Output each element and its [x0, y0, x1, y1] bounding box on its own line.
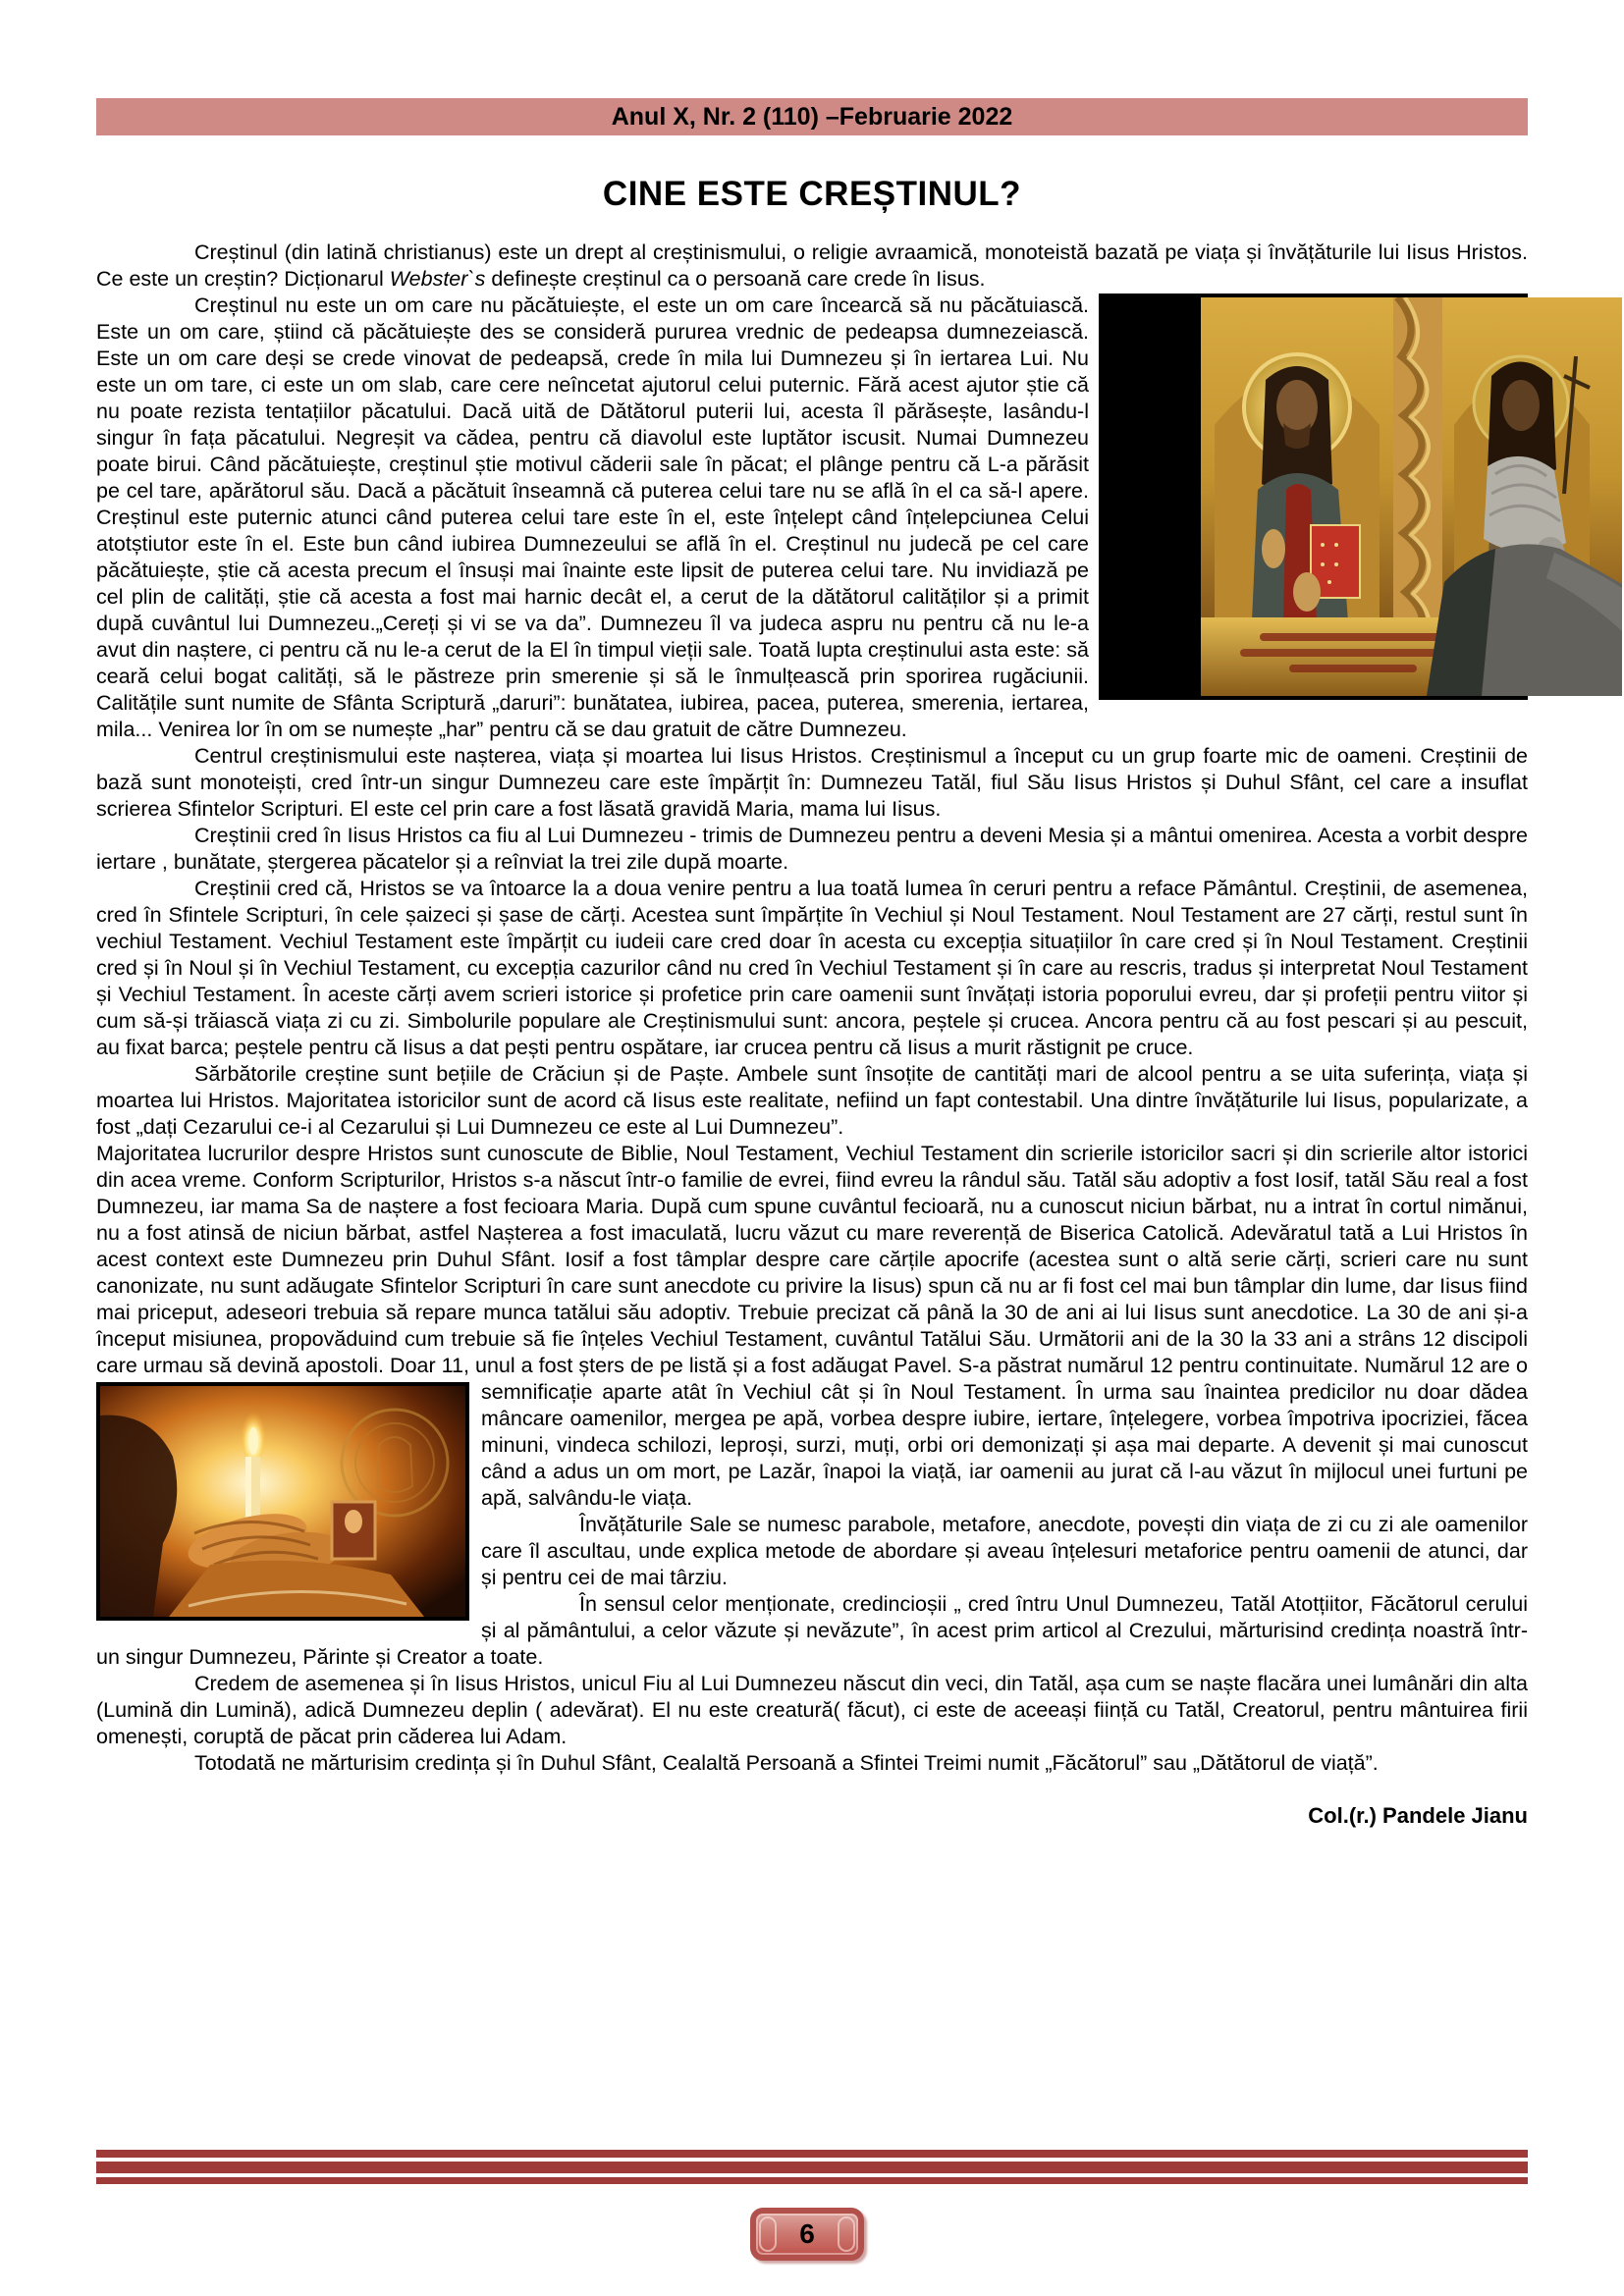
page-content: [96, 0, 1528, 1829]
paragraph-light-from-light-text: Credem de asemenea și în Iisus Hristos, unicul Fiu al Lui Dumnezeu născut din veci, din Tatăl, așa cum se naște flacăra unei lumânări din alta (Lumină din Lumină), adică Dumnezeu deplin ( adevărat). El nu este creatură( făcut), ci este de aceeași ființă cu Tatăl, Creatorul, pentru mântuirea firii omenești, coruptă de păcat prin căderea lui Adam.: [96, 1672, 1528, 1748]
paragraph-holy-spirit-text: Totodată ne mărturisim credința și în Duhul Sfânt, Cealaltă Persoană a Sfintei Treimi numit „Făcătorul” sau „Dătătorul de viață”.: [194, 1751, 1379, 1775]
paragraph-life-of-christ: [96, 1141, 1528, 1512]
paragraph-second-coming-text: Creștinii cred că, Hristos se va întoarce la a doua venire pentru a lua toată lumea în ceruri pentru a reface Pământul. Creștinii, de asemenea, cred în Sfintele Scripturi, în cele șaizeci și șase de cărți. Acestea sunt împărțite în Vechiul și Noul Testament. Noul Testament are 27 cărți, restul sunt în vechiul Testament. Vechiul Testament este împărțit cu iudeii care cred doar în acesta cu excepția situațiilor în care cred și în Noul Testament. Creștinii cred și în Noul și în Vechiul Testament, cu excepția cazurilor când nu cred în Vechiul Testament și în care au rescris, tradus și interpretat Noul Testament și Vechiul Testament. În aceste cărți avem scrieri istorice și profetice prin care oamenii sunt învățați istoria poporului evreu, dar și profeții pentru viitor și cum să-și trăiască viața zi cu zi. Simbolurile populare ale Creștinismului sunt: ancora, peștele și crucea. Ancora pentru că au fost pescari și au pescuit, au fixat barca; peștele pentru că Iisus a dat pești pentru ospătare, iar crucea pentru că Iisus a murit răstignit pe cruce.: [96, 877, 1528, 1059]
candle-prayer-hands-photo: [96, 1382, 469, 1621]
paragraph-life-of-christ-text-a: Majoritatea lucrurilor despre Hristos sunt cunoscute de Biblie, Noul Testament, Vechiul Testament din scrierile istoricilor sacri și din scrierile altor istorici din acea vreme. Conform Scripturilor, Hristos s-a născut într-o familie de evrei, fiind evreu la rândul său. Tatăl său adoptiv a fost Iosif, tatăl Său real a fost Dumnezeu, iar mama Sa de naștere a fost fecioara Maria. După cum spune cuvântul fecioară, nu a cunoscut niciun bărbat, nu a intrat în cortul nimănui, nu a fost atinsă de niciun bărbat, astfel Nașterea a fost imaculată, lucru văzut cu mare reverență de Biserica Catolică. Adevăratul tată a Lui Hristos în acest context este Dumnezeu prin Duhul Sfânt. Iosif a fost tâmplar despre care cărțile apocrife (acestea sunt o altă serie cărți, scrieri care nu sunt canonizate, nu sunt adăugate Sfintelor Scripturi în care sunt anecdote cu privire la Iisus) spun că nu ar fi fost cel mai bun tâmplar din lume, dar Iisus fiind mai priceput, adeseori trebuia să repare munca tatălui său adoptiv. Trebuie precizat că până la 30 de ani ai lui Iisus sunt anecdotice. La 30 de ani și-a început misiunea, propovăduind cum trebuie să fie înțeles Vechiul Testament, cuvântul Tatălui Său. Următorii ani de la 30 la 33 ani a strâns 12 discipoli care urmau să devină apostoli. Doar 11, unul a fost șters de pe listă și a fost adăugat Pavel. S-a păstrat numărul 12 pentru continuitate. Numărul 12 are o semnificație aparte atât în Vechiul cât și în Noul: [96, 1142, 1528, 1404]
issue-banner: [96, 98, 1528, 135]
footer-divider-line-middle: [96, 2162, 1528, 2173]
paragraph-christian-definition: [96, 293, 1528, 743]
paragraph-christian-definition-text: Creștinul nu este un om care nu păcătuiește, el este un om care încearcă să nu păcătuiască. Este un om care, știind că păcătuiește des se consideră pururea vrednic de pedeapsa dumnezeiască. Este un om care deși se crede vinovat de pedeapsă, crede în mila lui Dumnezeu și în iertarea Lui. Nu este un om tare, ci este un om slab, care cere neîncetat ajutorul celui puternic. Fără acest ajutor știe că nu poate rezista tentațiilor păcatului. Dacă uită de Dătătorul puterii lui, acesta îl părăsește, lasându-l singur în fața păcatului. Negreșit va cădea, pentru că diavolul este luptător iscusit. Numai Dumnezeu poate birui. Când păcătuiește, creștinul știe motivul căderii sale în păcat; el plânge pentru că L-a părăsit pe cel tare, apărătorul său. Dacă a păcătuit înseamnă că puterea celui tare nu se află în el ca să-l apere. Creștinul este puternic atunci când puterea celui tare este în el, este înțelept când înțelepciunea Celui atotștiutor este în el. Este bun când iubirea Dumnezeului se află în el. Creștinul nu judecă pe cel care păcătuiește, știe că acesta precum el însuși mai înainte este lipsit de puterea celui tare. Nu invidiază pe cel plin de calități, știe că acesta a fost mai harnic decât el, a cerut de la dătătorul calităților și a primit după cuvântul lui Dumnezeu.„Cereți și vi se va da”. Dumnezeu îl va judeca aspru nu pentru că nu le-a avut din naștere, ci pentru că nu le-a cerut de la El în timpul vieții sale. Toată lupta creștinului asta este: să ceară celui bogat calități, să le păstreze prin smerenie și să le înmulțească prin sporirea rugăciunii. Calitățile sunt numite de Sfânta Scriptură „daruri”: bunătatea, iubirea, pacea, puterea, smerenia, iertarea, mila... Venirea lor în om se numește „har” pentru că se dau gratuit de către Dumnezeu.: [96, 294, 1089, 741]
paragraph-holidays-text: Sărbătorile creștine sunt bețiile de Crăciun și de Paște. Ambele sunt însoțite de cantități mari de alcool pentru a se uita suferința, viața și moartea lui Hristos. Majoritatea istoricilor sunt de acord că Iisus este realitate, nefiind un fapt contestabil. Una dintre învățăturile lui Iisus, popularizate, a fost „dați Cezarului ce-i al Cezarului și Lui Dumnezeu ce este al Lui Dumnezeu”.: [96, 1062, 1528, 1139]
paragraph-intro-text-a: Creștinul (din latină christianus) este un drept al creștinismului, o religie avraamică, monoteistă bazată pe viața și învățăturile lui Iisus Hristos. Ce este un creștin? Dicționarul: [96, 240, 1528, 291]
page-number-badge: [750, 2208, 864, 2261]
orthodox-icons-praying-man-photo: [1099, 294, 1528, 700]
paragraph-son-of-god: [96, 823, 1528, 876]
paragraph-light-from-light: [96, 1671, 1528, 1750]
paragraph-intro: [96, 240, 1528, 293]
footer-divider: [96, 2150, 1528, 2184]
paragraph-holy-spirit: [96, 1750, 1528, 1777]
icons-photo-illustration: [1201, 297, 1622, 696]
paragraph-center-of-christianity-text: Centrul creștinismului este nașterea, viața și moartea lui Iisus Hristos. Creștinismul a început cu un grup foarte mic de oameni. Creștinii de bază sunt monoteiști, cred într-un singur Dumnezeu care este împărțit în: Dumnezeu Tatăl, fiul Său Iisus Hristos și Duhul Sfânt, cel care a insuflat scrierea Sfintelor Scripturi. El este cel prin care a fost lăsată gravidă Maria, mama lui Iisus.: [96, 744, 1528, 821]
webster-dictionary-name: Webster`s: [389, 267, 486, 291]
paragraph-intro-text-b: definește creștinul ca o persoană care crede în Iisus.: [485, 267, 986, 291]
issue-line: Anul X, Nr. 2 (110) –Februarie 2022: [611, 103, 1013, 131]
paragraph-teachings-text: Învățăturile Sale se numesc parabole, metafore, anecdote, povești din viața de zi cu zi ale oamenilor care îl ascultau, unde explica metode de abordare și aveau înțelesuri metaforice pentru oamenii de atunci, dar și pentru cei de mai târziu.: [481, 1513, 1528, 1589]
article-body: [96, 240, 1528, 1829]
paragraph-second-coming: [96, 876, 1528, 1061]
paragraph-creed-text: În sensul celor menționate, credincioșii „ cred întru Unul Dumnezeu, Tatăl Atotțiitor, Făcătorul cerului și al pământului, a celor văzute și nevăzute”, în acest prim articol al Crezului, mărturisind credința noastră într-un singur Dumnezeu, Părinte și Creator a toate.: [96, 1592, 1528, 1669]
page-number: 6: [799, 2218, 815, 2249]
paragraph-holidays: [96, 1061, 1528, 1141]
candle-photo-illustration: [100, 1386, 465, 1617]
paragraph-life-of-christ-text-b: Testament. În urma sau înaintea predicilor nu doar dădea mâncare oamenilor, mergea pe apă, vorbea despre iubire, iertare, înțelegere, vorbea împotriva ipocriziei, făcea minuni, vindeca schilozi, leproși, surzi, muți, orbi ori demonizați și așa mai departe. A devenit și mai cunoscut când a adus un om mort, pe Lazăr, înapoi la viață, iar oamenii au jurat că l-au văzut în mijlocul unei furtuni pe apă, salvându-le viața.: [481, 1380, 1528, 1510]
page-title: CINE ESTE CREȘTINUL?: [602, 175, 1022, 213]
footer-divider-line-bottom: [96, 2177, 1528, 2184]
footer-divider-line-top: [96, 2150, 1528, 2158]
author-attribution: Col.(r.) Pandele Jianu: [1308, 1803, 1528, 1828]
paragraph-center-of-christianity: [96, 743, 1528, 823]
paragraph-son-of-god-text: Creștinii cred în Iisus Hristos ca fiu al Lui Dumnezeu - trimis de Dumnezeu pentru a deveni Mesia și a mântui omenirea. Acesta a vorbit despre iertare , bunătate, ștergerea păcatelor și a reînviat la trei zile după moarte.: [96, 824, 1528, 874]
